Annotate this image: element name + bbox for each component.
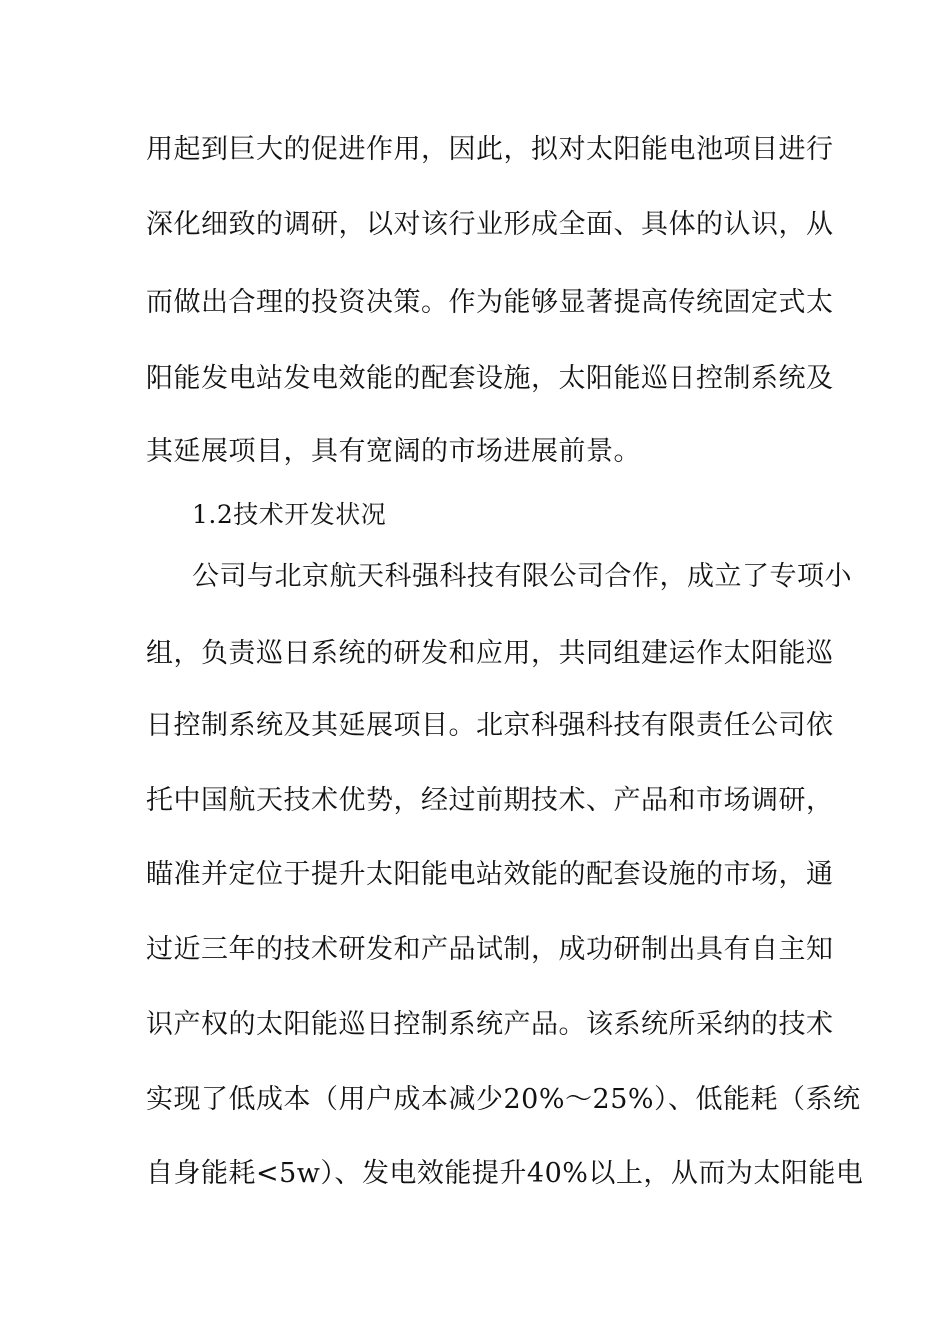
paragraph-2-line-8: 实现了低成本（用户成本减少20%～25%）、低能耗（系统: [146, 1084, 861, 1115]
paragraph-2-line-5: 瞄准并定位于提升太阳能电站效能的配套设施的市场，通: [146, 859, 834, 890]
paragraph-2-line-7: 识产权的太阳能巡日控制系统产品。该系统所采纳的技术: [146, 1009, 834, 1040]
paragraph-1-line-2: 深化细致的调研，以对该行业形成全面、具体的认识，从: [146, 209, 834, 240]
paragraph-1-line-5: 其延展项目，具有宽阔的市场进展前景。: [146, 436, 641, 467]
paragraph-1-line-1: 用起到巨大的促进作用，因此，拟对太阳能电池项目进行: [146, 134, 834, 165]
paragraph-2-line-2: 组，负责巡日系统的研发和应用，共同组建运作太阳能巡: [146, 638, 834, 669]
paragraph-1-line-3: 而做出合理的投资决策。作为能够显著提高传统固定式太: [146, 287, 834, 318]
paragraph-2-line-3: 日控制系统及其延展项目。北京科强科技有限责任公司依: [146, 710, 834, 741]
paragraph-1-line-4: 阳能发电站发电效能的配套设施，太阳能巡日控制系统及: [146, 363, 834, 394]
paragraph-2-line-4: 托中国航天技术优势，经过前期技术、产品和市场调研，: [146, 785, 834, 816]
section-heading: 1.2技术开发状况: [192, 500, 387, 529]
paragraph-2-line-1: 公司与北京航天科强科技有限公司合作，成立了专项小: [192, 561, 852, 592]
paragraph-2-line-9: 自身能耗<5w）、发电效能提升40%以上，从而为太阳能电: [146, 1158, 864, 1189]
paragraph-2-line-6: 过近三年的技术研发和产品试制，成功研制出具有自主知: [146, 934, 834, 965]
